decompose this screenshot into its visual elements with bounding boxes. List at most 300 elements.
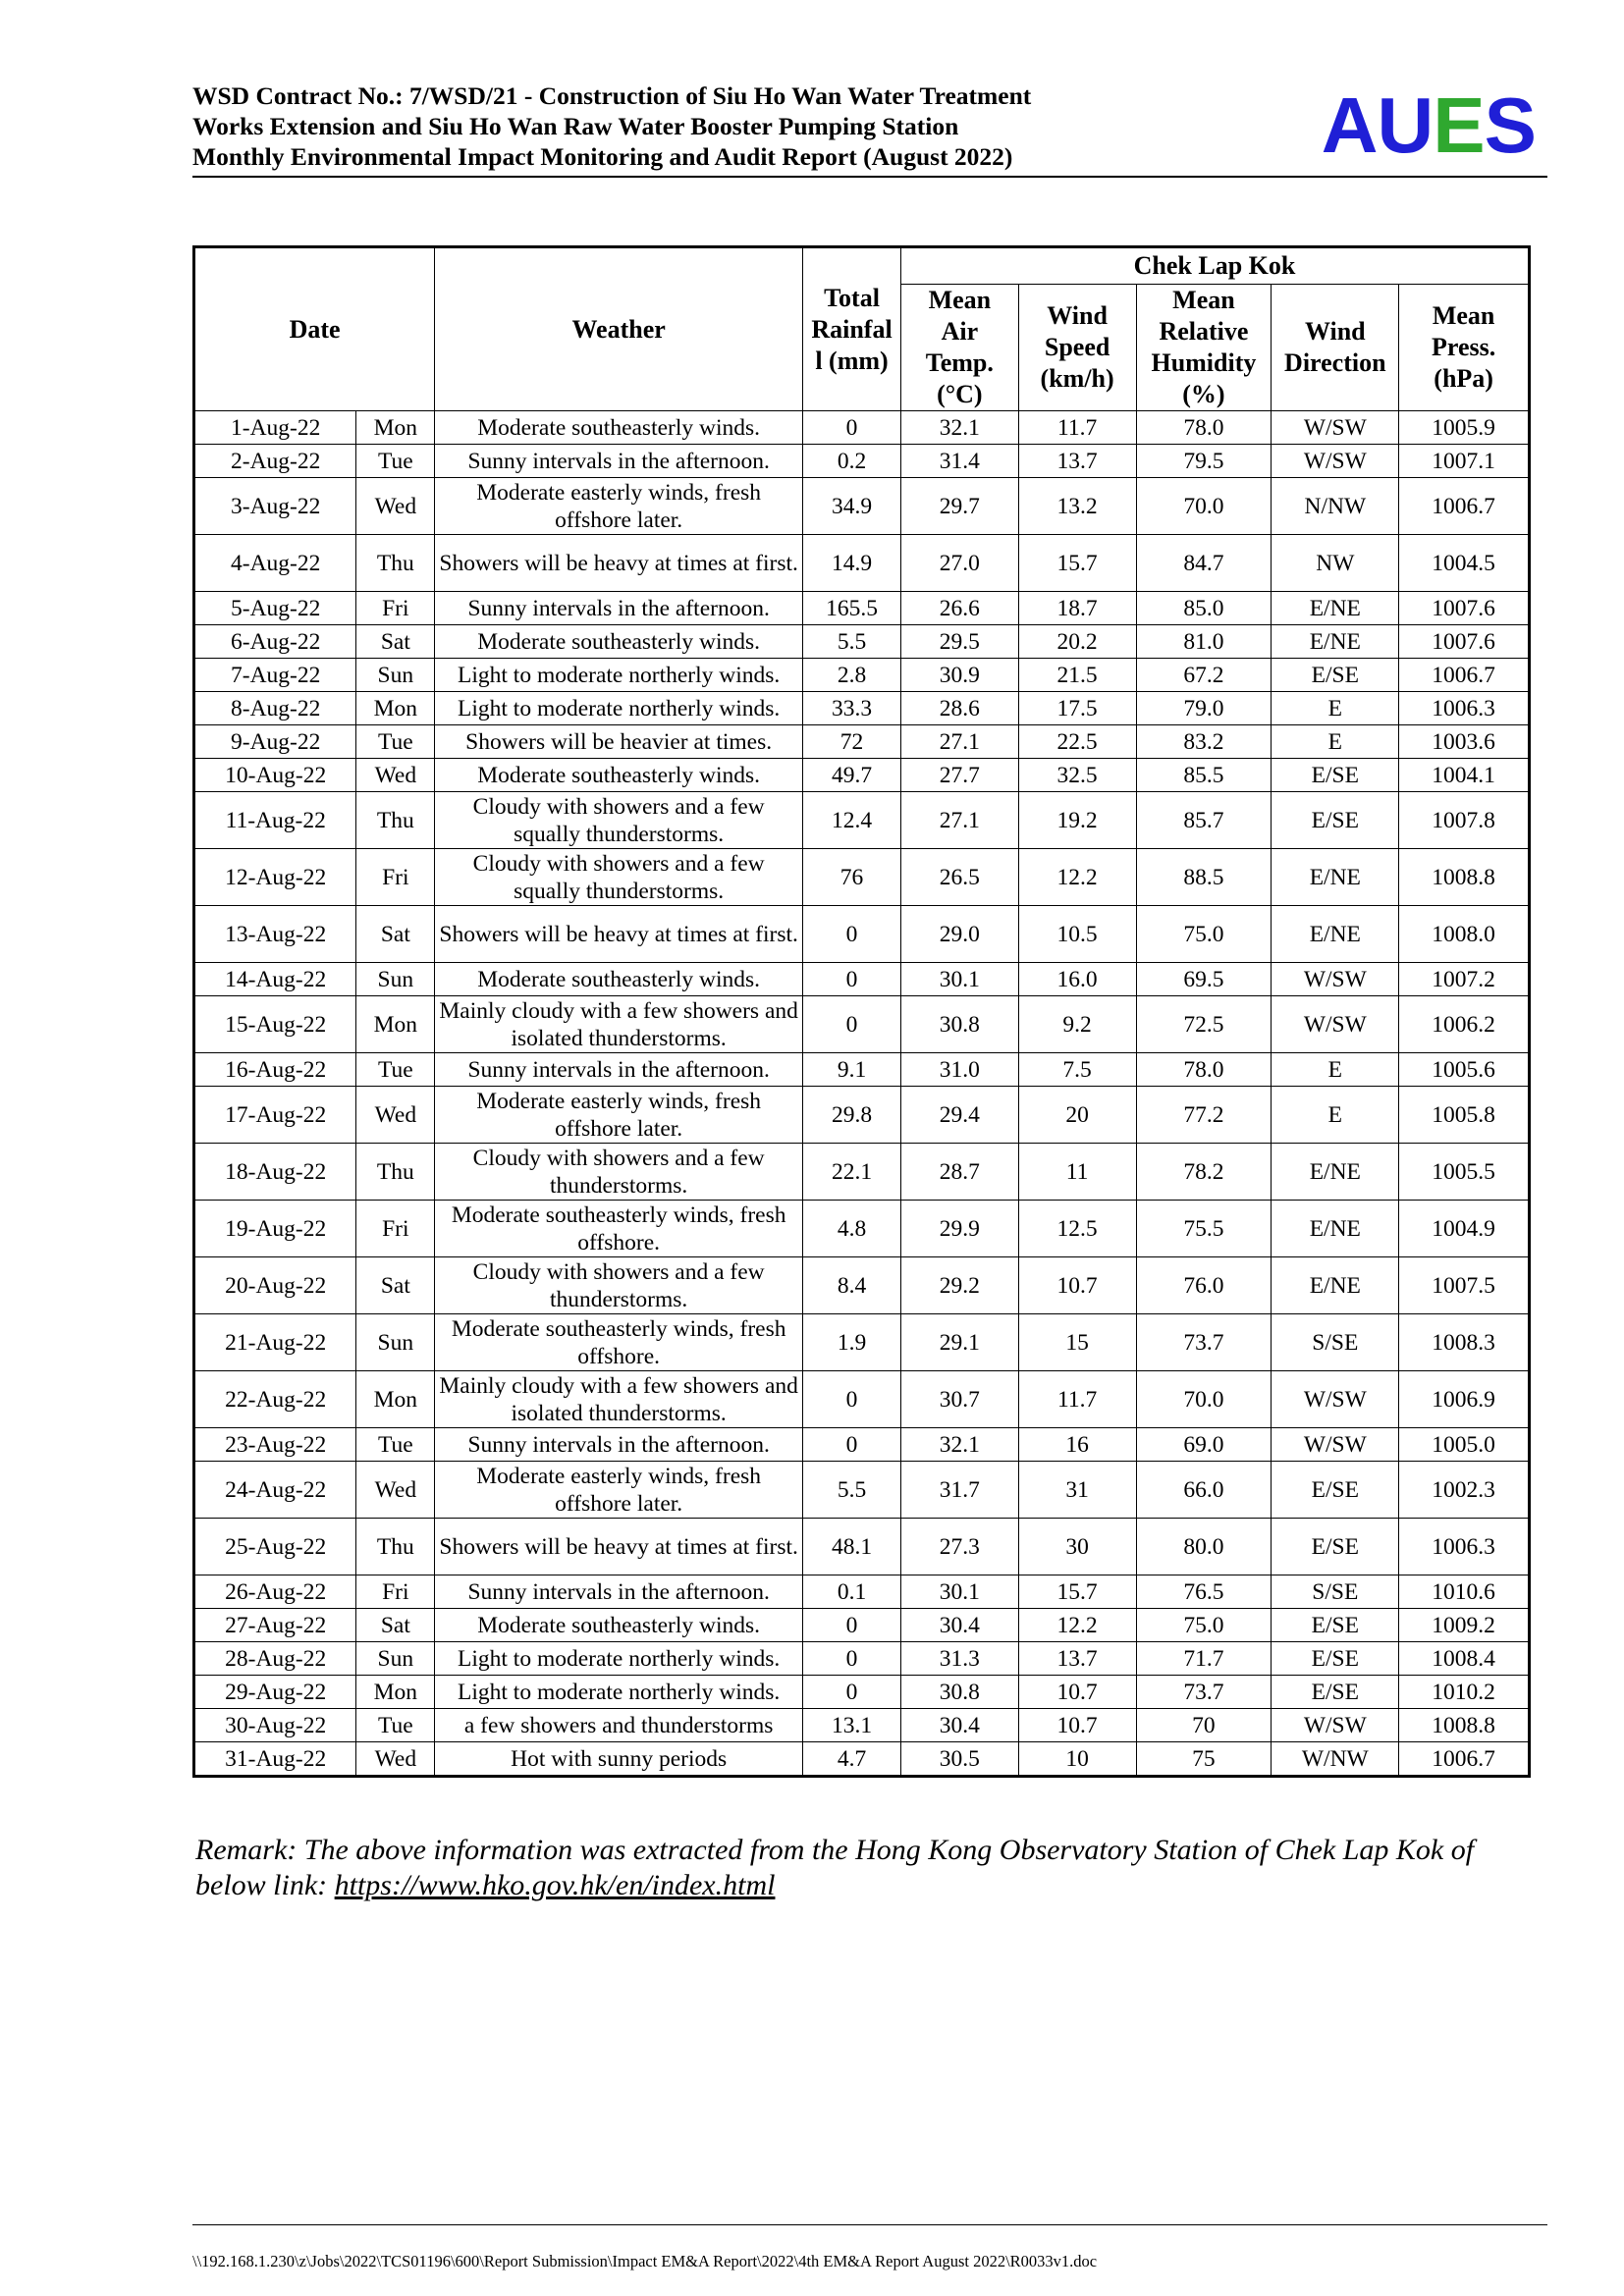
- cell-weather: Showers will be heavier at times.: [435, 725, 803, 759]
- cell-pressure: 1005.9: [1399, 411, 1530, 445]
- cell-wind-speed: 30: [1018, 1519, 1136, 1575]
- table-row: [194, 725, 1530, 759]
- cell-air-temp: 29.0: [900, 906, 1018, 963]
- table-row: [194, 592, 1530, 625]
- table-row: [194, 1676, 1530, 1709]
- cell-wind-direction: E/SE: [1272, 659, 1399, 692]
- table-row: [194, 1257, 1530, 1314]
- cell-rainfall: 0.1: [803, 1575, 901, 1609]
- cell-humidity: 73.7: [1136, 1676, 1272, 1709]
- table-body: [194, 411, 1530, 1777]
- cell-weather: Light to moderate northerly winds.: [435, 692, 803, 725]
- cell-wind-direction: E: [1272, 1087, 1399, 1144]
- cell-date: 11-Aug-22: [194, 792, 356, 849]
- cell-day: Thu: [356, 792, 435, 849]
- cell-wind-speed: 10: [1018, 1742, 1136, 1777]
- cell-humidity: 78.0: [1136, 411, 1272, 445]
- cell-air-temp: 27.1: [900, 725, 1018, 759]
- cell-pressure: 1008.8: [1399, 1709, 1530, 1742]
- cell-day: Wed: [356, 478, 435, 535]
- cell-wind-direction: W/SW: [1272, 996, 1399, 1053]
- cell-wind-direction: E/NE: [1272, 592, 1399, 625]
- cell-humidity: 84.7: [1136, 535, 1272, 592]
- cell-pressure: 1005.8: [1399, 1087, 1530, 1144]
- table-row: [194, 1462, 1530, 1519]
- cell-air-temp: 30.4: [900, 1609, 1018, 1642]
- cell-rainfall: 0: [803, 1676, 901, 1709]
- table-row: [194, 1742, 1530, 1777]
- cell-wind-speed: 31: [1018, 1462, 1136, 1519]
- cell-wind-speed: 9.2: [1018, 996, 1136, 1053]
- cell-rainfall: 1.9: [803, 1314, 901, 1371]
- cell-weather: Moderate easterly winds, fresh offshore later.: [435, 1462, 803, 1519]
- cell-day: Fri: [356, 592, 435, 625]
- cell-weather: Moderate southeasterly winds, fresh offshore.: [435, 1314, 803, 1371]
- cell-wind-direction: E/NE: [1272, 906, 1399, 963]
- cell-day: Fri: [356, 849, 435, 906]
- cell-air-temp: 30.1: [900, 1575, 1018, 1609]
- cell-humidity: 69.0: [1136, 1428, 1272, 1462]
- cell-humidity: 75: [1136, 1742, 1272, 1777]
- table-row: [194, 1642, 1530, 1676]
- cell-day: Thu: [356, 1144, 435, 1201]
- cell-humidity: 85.0: [1136, 592, 1272, 625]
- cell-pressure: 1008.0: [1399, 906, 1530, 963]
- cell-pressure: 1006.9: [1399, 1371, 1530, 1428]
- cell-rainfall: 76: [803, 849, 901, 906]
- cell-humidity: 70: [1136, 1709, 1272, 1742]
- cell-wind-speed: 10.7: [1018, 1676, 1136, 1709]
- cell-rainfall: 34.9: [803, 478, 901, 535]
- cell-wind-direction: W/SW: [1272, 445, 1399, 478]
- cell-rainfall: 0: [803, 906, 901, 963]
- page-header: [192, 80, 1545, 175]
- header-rainfall: Total Rainfal l (mm): [803, 247, 901, 411]
- cell-wind-speed: 20: [1018, 1087, 1136, 1144]
- cell-rainfall: 0: [803, 1642, 901, 1676]
- cell-weather: Sunny intervals in the afternoon.: [435, 1053, 803, 1087]
- cell-day: Sat: [356, 625, 435, 659]
- cell-humidity: 70.0: [1136, 478, 1272, 535]
- cell-wind-speed: 17.5: [1018, 692, 1136, 725]
- cell-day: Wed: [356, 1087, 435, 1144]
- cell-air-temp: 26.6: [900, 592, 1018, 625]
- cell-rainfall: 33.3: [803, 692, 901, 725]
- cell-wind-direction: W/NW: [1272, 1742, 1399, 1777]
- cell-date: 7-Aug-22: [194, 659, 356, 692]
- cell-day: Tue: [356, 725, 435, 759]
- cell-air-temp: 28.6: [900, 692, 1018, 725]
- cell-wind-direction: E: [1272, 692, 1399, 725]
- cell-weather: Moderate southeasterly winds.: [435, 411, 803, 445]
- cell-wind-speed: 18.7: [1018, 592, 1136, 625]
- remark-note: [195, 1833, 1550, 1903]
- cell-weather: Light to moderate northerly winds.: [435, 1642, 803, 1676]
- cell-weather: Light to moderate northerly winds.: [435, 1676, 803, 1709]
- cell-air-temp: 31.7: [900, 1462, 1018, 1519]
- cell-day: Wed: [356, 1742, 435, 1777]
- cell-wind-direction: E/SE: [1272, 1519, 1399, 1575]
- cell-date: 6-Aug-22: [194, 625, 356, 659]
- table-row: [194, 792, 1530, 849]
- cell-date: 28-Aug-22: [194, 1642, 356, 1676]
- cell-weather: Cloudy with showers and a few thunderstorms.: [435, 1144, 803, 1201]
- cell-day: Fri: [356, 1201, 435, 1257]
- cell-humidity: 85.7: [1136, 792, 1272, 849]
- cell-wind-direction: W/SW: [1272, 411, 1399, 445]
- cell-wind-direction: W/SW: [1272, 1709, 1399, 1742]
- cell-date: 17-Aug-22: [194, 1087, 356, 1144]
- cell-wind-direction: E/SE: [1272, 1676, 1399, 1709]
- cell-date: 25-Aug-22: [194, 1519, 356, 1575]
- cell-humidity: 79.0: [1136, 692, 1272, 725]
- cell-wind-speed: 32.5: [1018, 759, 1136, 792]
- cell-wind-speed: 11: [1018, 1144, 1136, 1201]
- cell-weather: Showers will be heavy at times at first.: [435, 1519, 803, 1575]
- header-pressure: Mean Press. (hPa): [1399, 285, 1530, 411]
- cell-day: Wed: [356, 1462, 435, 1519]
- cell-air-temp: 32.1: [900, 411, 1018, 445]
- cell-date: 23-Aug-22: [194, 1428, 356, 1462]
- cell-air-temp: 31.0: [900, 1053, 1018, 1087]
- table-row: [194, 1087, 1530, 1144]
- cell-pressure: 1008.8: [1399, 849, 1530, 906]
- cell-date: 22-Aug-22: [194, 1371, 356, 1428]
- table-row: [194, 1144, 1530, 1201]
- cell-date: 2-Aug-22: [194, 445, 356, 478]
- cell-day: Sat: [356, 1257, 435, 1314]
- cell-day: Tue: [356, 1053, 435, 1087]
- table-row: [194, 1519, 1530, 1575]
- cell-wind-speed: 10.7: [1018, 1257, 1136, 1314]
- cell-wind-speed: 15.7: [1018, 1575, 1136, 1609]
- table-row: [194, 1428, 1530, 1462]
- cell-date: 14-Aug-22: [194, 963, 356, 996]
- header-divider: [192, 176, 1547, 178]
- cell-humidity: 69.5: [1136, 963, 1272, 996]
- cell-pressure: 1006.2: [1399, 996, 1530, 1053]
- cell-air-temp: 30.8: [900, 996, 1018, 1053]
- cell-rainfall: 2.8: [803, 659, 901, 692]
- aues-logo: AUES: [1321, 81, 1536, 169]
- cell-humidity: 72.5: [1136, 996, 1272, 1053]
- cell-wind-direction: E/SE: [1272, 759, 1399, 792]
- cell-wind-speed: 12.5: [1018, 1201, 1136, 1257]
- cell-humidity: 80.0: [1136, 1519, 1272, 1575]
- cell-humidity: 83.2: [1136, 725, 1272, 759]
- cell-rainfall: 0.2: [803, 445, 901, 478]
- cell-humidity: 76.0: [1136, 1257, 1272, 1314]
- cell-humidity: 88.5: [1136, 849, 1272, 906]
- cell-air-temp: 30.5: [900, 1742, 1018, 1777]
- cell-date: 1-Aug-22: [194, 411, 356, 445]
- cell-wind-speed: 11.7: [1018, 411, 1136, 445]
- cell-pressure: 1008.4: [1399, 1642, 1530, 1676]
- cell-date: 12-Aug-22: [194, 849, 356, 906]
- cell-air-temp: 30.1: [900, 963, 1018, 996]
- cell-wind-direction: S/SE: [1272, 1314, 1399, 1371]
- cell-date: 31-Aug-22: [194, 1742, 356, 1777]
- cell-date: 13-Aug-22: [194, 906, 356, 963]
- cell-wind-speed: 16: [1018, 1428, 1136, 1462]
- cell-pressure: 1005.5: [1399, 1144, 1530, 1201]
- cell-wind-speed: 13.7: [1018, 445, 1136, 478]
- cell-pressure: 1009.2: [1399, 1609, 1530, 1642]
- cell-day: Mon: [356, 1371, 435, 1428]
- cell-wind-direction: W/SW: [1272, 1371, 1399, 1428]
- cell-wind-speed: 11.7: [1018, 1371, 1136, 1428]
- cell-weather: Sunny intervals in the afternoon.: [435, 445, 803, 478]
- table-row: [194, 411, 1530, 445]
- cell-pressure: 1006.7: [1399, 478, 1530, 535]
- report-title-line-3: Monthly Environmental Impact Monitoring and Audit Report (August 2022): [192, 142, 1013, 171]
- cell-day: Tue: [356, 1709, 435, 1742]
- cell-rainfall: 48.1: [803, 1519, 901, 1575]
- cell-wind-direction: E: [1272, 1053, 1399, 1087]
- cell-pressure: 1008.3: [1399, 1314, 1530, 1371]
- cell-weather: Moderate southeasterly winds.: [435, 963, 803, 996]
- cell-wind-direction: E: [1272, 725, 1399, 759]
- cell-pressure: 1006.7: [1399, 1742, 1530, 1777]
- cell-wind-speed: 10.5: [1018, 906, 1136, 963]
- cell-wind-speed: 20.2: [1018, 625, 1136, 659]
- cell-air-temp: 30.8: [900, 1676, 1018, 1709]
- table-row: [194, 1575, 1530, 1609]
- cell-weather: Showers will be heavy at times at first.: [435, 535, 803, 592]
- cell-pressure: 1006.3: [1399, 1519, 1530, 1575]
- cell-weather: Sunny intervals in the afternoon.: [435, 1575, 803, 1609]
- cell-wind-speed: 13.7: [1018, 1642, 1136, 1676]
- cell-rainfall: 5.5: [803, 1462, 901, 1519]
- cell-pressure: 1005.6: [1399, 1053, 1530, 1087]
- cell-humidity: 81.0: [1136, 625, 1272, 659]
- cell-rainfall: 13.1: [803, 1709, 901, 1742]
- cell-date: 5-Aug-22: [194, 592, 356, 625]
- cell-day: Sun: [356, 963, 435, 996]
- cell-day: Sun: [356, 1642, 435, 1676]
- cell-wind-direction: E/SE: [1272, 792, 1399, 849]
- cell-date: 8-Aug-22: [194, 692, 356, 725]
- table-row: [194, 906, 1530, 963]
- table-row: [194, 445, 1530, 478]
- table-row: [194, 759, 1530, 792]
- header-date: Date: [194, 247, 435, 411]
- cell-date: 26-Aug-22: [194, 1575, 356, 1609]
- cell-wind-direction: E/SE: [1272, 1609, 1399, 1642]
- header-station: Chek Lap Kok: [900, 247, 1529, 285]
- cell-air-temp: 31.4: [900, 445, 1018, 478]
- cell-day: Mon: [356, 692, 435, 725]
- header-weather: Weather: [435, 247, 803, 411]
- remark-text: Remark: The above information was extracted from the Hong Kong Observatory Station of Chek Lap Kok of below link:: [195, 1834, 1475, 1901]
- cell-weather: Sunny intervals in the afternoon.: [435, 592, 803, 625]
- cell-humidity: 71.7: [1136, 1642, 1272, 1676]
- cell-wind-direction: E/NE: [1272, 1257, 1399, 1314]
- cell-wind-direction: E/NE: [1272, 1144, 1399, 1201]
- cell-weather: Cloudy with showers and a few squally thunderstorms.: [435, 792, 803, 849]
- cell-pressure: 1007.5: [1399, 1257, 1530, 1314]
- cell-humidity: 75.5: [1136, 1201, 1272, 1257]
- cell-day: Tue: [356, 445, 435, 478]
- cell-wind-direction: E/NE: [1272, 849, 1399, 906]
- cell-day: Sat: [356, 1609, 435, 1642]
- cell-date: 21-Aug-22: [194, 1314, 356, 1371]
- cell-pressure: 1007.6: [1399, 592, 1530, 625]
- header-air-temp: Mean Air Temp. (°C): [900, 285, 1018, 411]
- cell-air-temp: 27.1: [900, 792, 1018, 849]
- cell-rainfall: 72: [803, 725, 901, 759]
- cell-weather: a few showers and thunderstorms: [435, 1709, 803, 1742]
- cell-wind-speed: 13.2: [1018, 478, 1136, 535]
- cell-air-temp: 29.4: [900, 1087, 1018, 1144]
- cell-rainfall: 4.7: [803, 1742, 901, 1777]
- table-row: [194, 1053, 1530, 1087]
- cell-date: 10-Aug-22: [194, 759, 356, 792]
- cell-date: 16-Aug-22: [194, 1053, 356, 1087]
- cell-air-temp: 29.2: [900, 1257, 1018, 1314]
- cell-rainfall: 0: [803, 1609, 901, 1642]
- cell-pressure: 1004.1: [1399, 759, 1530, 792]
- cell-weather: Moderate southeasterly winds.: [435, 625, 803, 659]
- cell-air-temp: 30.4: [900, 1709, 1018, 1742]
- cell-humidity: 66.0: [1136, 1462, 1272, 1519]
- table-row: [194, 1314, 1530, 1371]
- cell-pressure: 1004.5: [1399, 535, 1530, 592]
- cell-date: 24-Aug-22: [194, 1462, 356, 1519]
- cell-weather: Mainly cloudy with a few showers and isolated thunderstorms.: [435, 1371, 803, 1428]
- cell-wind-speed: 15.7: [1018, 535, 1136, 592]
- cell-rainfall: 0: [803, 1371, 901, 1428]
- cell-pressure: 1007.1: [1399, 445, 1530, 478]
- cell-date: 3-Aug-22: [194, 478, 356, 535]
- cell-weather: Mainly cloudy with a few showers and isolated thunderstorms.: [435, 996, 803, 1053]
- table-row: [194, 692, 1530, 725]
- cell-rainfall: 9.1: [803, 1053, 901, 1087]
- cell-humidity: 70.0: [1136, 1371, 1272, 1428]
- header-humidity: Mean Relative Humidity (%): [1136, 285, 1272, 411]
- cell-wind-direction: S/SE: [1272, 1575, 1399, 1609]
- cell-humidity: 75.0: [1136, 906, 1272, 963]
- table-row: [194, 625, 1530, 659]
- weather-data-table: [192, 245, 1531, 1778]
- table-row: [194, 1609, 1530, 1642]
- cell-air-temp: 29.7: [900, 478, 1018, 535]
- cell-air-temp: 29.9: [900, 1201, 1018, 1257]
- cell-rainfall: 0: [803, 963, 901, 996]
- cell-air-temp: 30.7: [900, 1371, 1018, 1428]
- header-wind-speed: Wind Speed (km/h): [1018, 285, 1136, 411]
- cell-day: Fri: [356, 1575, 435, 1609]
- footer-divider: [192, 2224, 1547, 2225]
- cell-weather: Moderate southeasterly winds.: [435, 759, 803, 792]
- cell-date: 29-Aug-22: [194, 1676, 356, 1709]
- cell-air-temp: 29.5: [900, 625, 1018, 659]
- cell-day: Wed: [356, 759, 435, 792]
- cell-weather: Moderate southeasterly winds, fresh offshore.: [435, 1201, 803, 1257]
- cell-pressure: 1007.8: [1399, 792, 1530, 849]
- cell-date: 27-Aug-22: [194, 1609, 356, 1642]
- cell-wind-direction: NW: [1272, 535, 1399, 592]
- cell-air-temp: 26.5: [900, 849, 1018, 906]
- cell-day: Mon: [356, 996, 435, 1053]
- cell-wind-direction: W/SW: [1272, 963, 1399, 996]
- cell-rainfall: 14.9: [803, 535, 901, 592]
- table-row: [194, 478, 1530, 535]
- cell-air-temp: 27.3: [900, 1519, 1018, 1575]
- cell-weather: Light to moderate northerly winds.: [435, 659, 803, 692]
- cell-rainfall: 5.5: [803, 625, 901, 659]
- cell-weather: Moderate easterly winds, fresh offshore later.: [435, 478, 803, 535]
- cell-rainfall: 0: [803, 1428, 901, 1462]
- table-row: [194, 535, 1530, 592]
- cell-pressure: 1004.9: [1399, 1201, 1530, 1257]
- cell-weather: Showers will be heavy at times at first.: [435, 906, 803, 963]
- cell-date: 19-Aug-22: [194, 1201, 356, 1257]
- cell-air-temp: 30.9: [900, 659, 1018, 692]
- cell-rainfall: 49.7: [803, 759, 901, 792]
- hko-link[interactable]: https://www.hko.gov.hk/en/index.html: [334, 1869, 776, 1901]
- cell-day: Sun: [356, 659, 435, 692]
- cell-wind-speed: 10.7: [1018, 1709, 1136, 1742]
- table-row: [194, 1371, 1530, 1428]
- cell-rainfall: 8.4: [803, 1257, 901, 1314]
- cell-wind-direction: E/SE: [1272, 1642, 1399, 1676]
- cell-humidity: 85.5: [1136, 759, 1272, 792]
- cell-pressure: 1003.6: [1399, 725, 1530, 759]
- cell-day: Sun: [356, 1314, 435, 1371]
- cell-weather: Cloudy with showers and a few squally thunderstorms.: [435, 849, 803, 906]
- cell-humidity: 73.7: [1136, 1314, 1272, 1371]
- header-wind-direction: Wind Direction: [1272, 285, 1399, 411]
- cell-weather: Hot with sunny periods: [435, 1742, 803, 1777]
- cell-wind-speed: 12.2: [1018, 849, 1136, 906]
- cell-humidity: 76.5: [1136, 1575, 1272, 1609]
- cell-rainfall: 0: [803, 411, 901, 445]
- cell-humidity: 78.0: [1136, 1053, 1272, 1087]
- cell-day: Thu: [356, 1519, 435, 1575]
- cell-air-temp: 31.3: [900, 1642, 1018, 1676]
- table-row: [194, 1709, 1530, 1742]
- cell-pressure: 1010.2: [1399, 1676, 1530, 1709]
- cell-day: Sat: [356, 906, 435, 963]
- cell-date: 9-Aug-22: [194, 725, 356, 759]
- cell-day: Tue: [356, 1428, 435, 1462]
- report-title-line-1: WSD Contract No.: 7/WSD/21 - Construction of Siu Ho Wan Water Treatment: [192, 81, 1032, 110]
- cell-humidity: 67.2: [1136, 659, 1272, 692]
- cell-wind-speed: 19.2: [1018, 792, 1136, 849]
- cell-weather: Moderate easterly winds, fresh offshore later.: [435, 1087, 803, 1144]
- cell-pressure: 1002.3: [1399, 1462, 1530, 1519]
- cell-weather: Cloudy with showers and a few thunderstorms.: [435, 1257, 803, 1314]
- cell-date: 18-Aug-22: [194, 1144, 356, 1201]
- cell-wind-direction: E/NE: [1272, 1201, 1399, 1257]
- cell-date: 30-Aug-22: [194, 1709, 356, 1742]
- table-row: [194, 1201, 1530, 1257]
- cell-wind-direction: N/NW: [1272, 478, 1399, 535]
- cell-wind-speed: 21.5: [1018, 659, 1136, 692]
- file-path-footer: \\192.168.1.230\z\Jobs\2022\TCS01196\600\Report Submission\Impact EM&A Report\2022\4th EM&A Report August 2022\R0033v1.doc: [192, 2252, 1098, 2270]
- cell-wind-speed: 22.5: [1018, 725, 1136, 759]
- cell-date: 4-Aug-22: [194, 535, 356, 592]
- report-title-line-2: Works Extension and Siu Ho Wan Raw Water Booster Pumping Station: [192, 112, 959, 140]
- cell-wind-direction: E/SE: [1272, 1462, 1399, 1519]
- cell-pressure: 1010.6: [1399, 1575, 1530, 1609]
- cell-wind-speed: 16.0: [1018, 963, 1136, 996]
- cell-day: Mon: [356, 411, 435, 445]
- cell-air-temp: 27.0: [900, 535, 1018, 592]
- cell-wind-direction: W/SW: [1272, 1428, 1399, 1462]
- table-row: [194, 996, 1530, 1053]
